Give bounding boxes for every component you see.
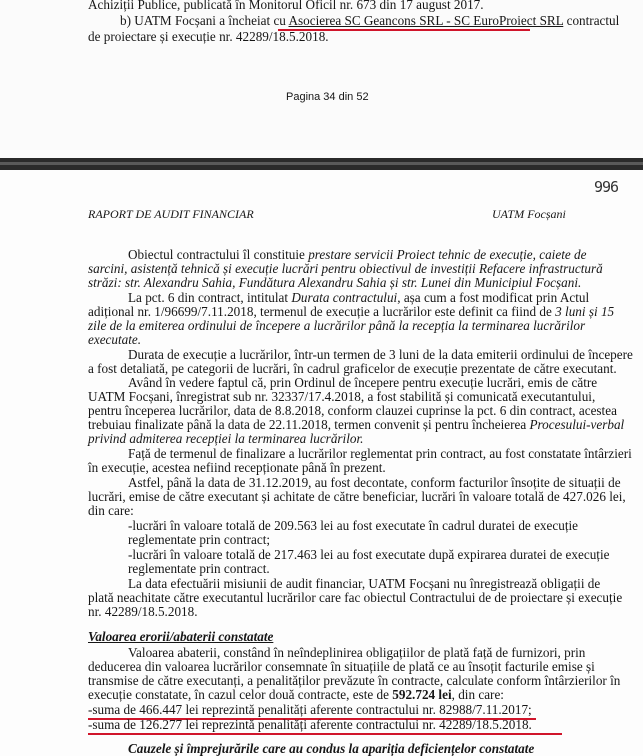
text-line: adițional nr. 1/96699/7.11.2018, termenul de execuție a lucrărilor este definit ca fiind de 3 luni și 15 (88, 304, 615, 319)
previous-page-fragment (0, 0, 643, 160)
text-line: pentru începerea lucrărilor, data de 8.8.2018, conform clauzei cuprinse la pct. 6 din contract, acestea (88, 403, 617, 418)
text-line: Valoarea abaterii, constând în neîndeplinirea obligațiilor de plată față de furnizori, prin (128, 645, 586, 660)
text-line: deducerea din valoarea lucrărilor consemnate în situațiile de plată ce au însoțit facturile emise și (88, 659, 595, 674)
text-line: executate. (88, 332, 142, 347)
text-line: străzi: str. Alexandru Sahia, Fundătura Alexandru Sahia și str. Lunei din Municipiul Focșani. (88, 275, 582, 290)
text-line: -lucrări în valoare totală de 217.463 lei au fost executate după expirarea duratei de execuție (128, 547, 610, 562)
text-line: execuție constatate, în cazul celor două contracte, este de 592.724 lei, din care: (88, 687, 504, 702)
text-line: privind admiterea recepției la terminarea lucrărilor. (88, 431, 364, 446)
text-line: Față de termenul de finalizare a lucrărilor reglementat prin contract, au fost constatate întârzieri (128, 446, 632, 461)
text-line: a fost detaliată, pe categorii de lucrări, în cadrul graficelor de execuție prezentate de către executant. (88, 361, 617, 376)
text-line: La pct. 6 din contract, intitulat Durata contractului, așa cum a fost modificat prin Actul (128, 290, 590, 305)
text-line: plată neachitate către executantul lucrărilor care fac obiectul Contractului de de proiectare și execuție (88, 590, 623, 605)
header-left: RAPORT DE AUDIT FINANCIAR (88, 207, 254, 221)
text-line: Achiziții Publice, publicată în Monitorul Oficil nr. 673 din 17 august 2017. (88, 0, 484, 12)
text-line: Având în vedere faptul că, prin Ordinul de începere pentru execuție lucrări, emis de către (128, 375, 598, 390)
section-title: Valoarea erorii/abaterii constatate (88, 629, 274, 644)
text-line: -suma de 126.277 lei reprezintă penalități aferente contractului nr. 42289/18.5.2018. (88, 717, 532, 732)
header-right: UATM Focșani (492, 207, 566, 221)
text-line: reglementate prin contract; (128, 532, 271, 547)
text-line: de proiectare și execuție nr. 42289/18.5.2018. (88, 29, 329, 44)
text-line: trebuiau finalizate până la data de 22.11.2018, termen convenit și pentru încheierea Procesului-verbal (88, 417, 625, 432)
text-line: Astfel, până la data de 31.12.2019, au fost decontate, conform facturilor însoțite de situații de (128, 475, 621, 490)
report-page (0, 170, 643, 756)
text-line: UATM Focșani, înregistrat sub nr. 32337/17.4.2018, a fost stabilită și comunicată executantului, (88, 389, 596, 404)
text-line: transmise de către executanți, a penalităților prevăzute în contracte, calculate conform întârzierilor în (88, 673, 621, 688)
cut-off-heading: Cauzele și împrejurările care au condus la apariția deficiențelor constatate (128, 741, 535, 756)
text-line: Obiectul contractului îl constituie prestare servicii Proiect tehnic de execuție, caiete de (128, 247, 587, 262)
handwritten-page-number: 996 (594, 178, 619, 196)
text-line: nr. 42289/18.5.2018. (88, 604, 198, 619)
text-line: reglementate prin contract. (128, 561, 270, 576)
text-line: lucrări, emise de către executant și achitate de către beneficiar, lucrări în valoare totală de 427.026 lei, (88, 489, 626, 504)
text-line: zile de la emiterea ordinului de începere a lucrărilor până la recepția la terminarea lucrărilor (88, 318, 586, 333)
text-line: b) UATM Focșani a încheiat cu Asocierea SC Geancons SRL - SC EuroProiect SRL contractul (120, 13, 620, 28)
text-line: sarcini, asistență tehnică și execuție lucrări pentru obiectivul de investiții Refacere infrastructură (88, 261, 603, 276)
contractor-name: Asocierea SC Geancons SRL - SC EuroProiect SRL (288, 13, 564, 28)
text-line: din care: (88, 503, 134, 518)
text-line: -suma de 466.447 lei reprezintă penalități aferente contractului nr. 82988/7.11.2017; (88, 702, 532, 717)
page-separator (0, 158, 643, 170)
red-underline (88, 733, 562, 735)
text-line: Durata de execuție a lucrărilor, într-un termen de 3 luni de la data emiterii ordinului de începere (128, 347, 633, 362)
text-line: La data efectuării misiunii de audit financiar, UATM Focșani nu înregistrează obligații de (128, 576, 601, 591)
text-line: -lucrări în valoare totală de 209.563 lei au fost executate în cadrul duratei de execuție (128, 518, 579, 533)
page-number: Pagina 34 din 52 (286, 91, 369, 103)
text-line: în execuție, acestea nefiind recepționate până în prezent. (88, 460, 386, 475)
